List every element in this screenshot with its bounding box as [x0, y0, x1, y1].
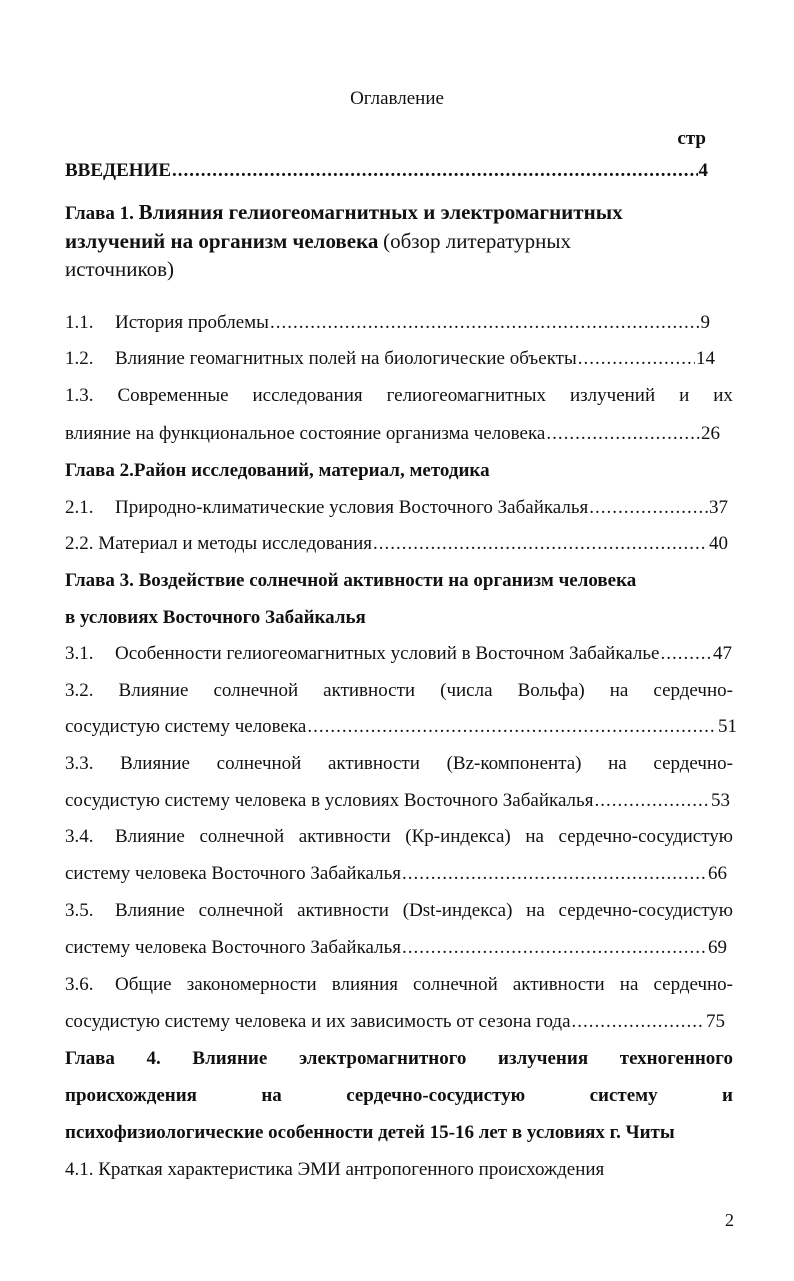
entry-number: 1.2. — [65, 348, 94, 369]
chapter-1-title-line-2: излучений на организм человека — [65, 229, 379, 253]
toc-entry-1-3-line-2 — [65, 423, 720, 445]
chapter-4-word: электромагнитного — [298, 1048, 467, 1069]
chapter-4-word: техногенного — [619, 1048, 733, 1069]
toc-entry-3-1 — [65, 643, 732, 665]
chapter-4-word: Влияние — [192, 1048, 268, 1069]
chapter-1-title-line-3: источников) — [65, 257, 174, 281]
chapter-4-word: Глава — [65, 1048, 115, 1069]
chapter-1-line-2 — [65, 229, 571, 254]
dot-leader — [546, 423, 700, 445]
entry-word: на — [609, 680, 629, 701]
dot-leader — [270, 312, 700, 334]
page-number: 2 — [725, 1210, 734, 1230]
toc-entry-3-6-line-1 — [65, 974, 733, 996]
chapter-4-word: 4. — [146, 1048, 161, 1069]
entry-page: 75 — [706, 1011, 725, 1032]
chapter-4-word: на — [261, 1085, 282, 1106]
toc-entry-intro — [65, 160, 708, 182]
toc-entry-3-3-line-2 — [65, 790, 730, 812]
dot-leader — [572, 1011, 705, 1033]
dot-leader — [589, 497, 708, 519]
chapter-3-title-line-2: в условиях Восточного Забайкалья — [65, 607, 366, 628]
entry-word: и — [679, 385, 690, 406]
entry-label: Влияние солнечной активности (Кр-индекса) на сердечно-сосудистую — [115, 826, 733, 847]
toc-entry-3-2-line-1 — [65, 680, 733, 702]
dot-leader — [402, 937, 707, 959]
chapter-3-title-line-1: Глава 3. Воздействие солнечной активности на организм человека — [65, 570, 637, 591]
chapter-4-word: и — [722, 1085, 733, 1106]
intro-label: ВВЕДЕНИЕ — [65, 160, 171, 181]
entry-word: сердечно- — [653, 753, 733, 774]
entry-label: сосудистую систему человека — [65, 716, 307, 737]
chapter-4-title-line-2 — [65, 1085, 733, 1107]
entry-page: 53 — [711, 790, 730, 811]
chapter-4-title-line-1 — [65, 1048, 733, 1070]
entry-word: активности — [328, 753, 420, 774]
entry-number: 1.3. — [65, 385, 94, 406]
chapter-4-word: систему — [589, 1085, 658, 1106]
chapter-4-word: происхождения — [65, 1085, 197, 1106]
entry-label: История проблемы — [115, 312, 269, 333]
dot-leader — [402, 863, 707, 885]
entry-number: 3.1. — [65, 643, 94, 664]
entry-word: их — [713, 385, 733, 406]
intro-page: 4 — [698, 160, 708, 181]
entry-page: 69 — [708, 937, 727, 958]
entry-label: Природно-климатические условия Восточного Забайкалья — [115, 497, 589, 518]
dot-leader — [373, 533, 708, 555]
entry-word: излучений — [570, 385, 656, 406]
entry-page: 40 — [709, 533, 728, 554]
chapter-1-title-line-1: Влияния гелиогеомагнитных и электромагнитных — [138, 200, 623, 224]
entry-label: сосудистую систему человека и их зависимость от сезона года — [65, 1011, 571, 1032]
entry-label: Материал и методы исследования — [98, 533, 372, 554]
toc-entry-3-4-line-2 — [65, 863, 727, 885]
entry-number: 3.4. — [65, 826, 94, 847]
toc-entry-1-1 — [65, 312, 710, 334]
chapter-1-line-1 — [65, 200, 623, 225]
entry-page: 9 — [700, 312, 710, 333]
chapter-1-title-line-2-rest: (обзор литературных — [383, 229, 571, 253]
chapter-1-prefix: Глава 1. — [65, 203, 134, 224]
entry-page: 47 — [713, 643, 732, 664]
entry-number: 3.3. — [65, 753, 94, 774]
toc-entry-3-6-line-2 — [65, 1011, 725, 1033]
entry-label: сосудистую систему человека в условиях Восточного Забайкалья — [65, 790, 594, 811]
entry-label: Влияние солнечной активности (Dst-индекса) на сердечно-сосудистую — [115, 900, 733, 921]
entry-word: Современные — [117, 385, 229, 406]
chapter-4-title-line-3: психофизиологические особенности детей 15-16 лет в условиях г. Читы — [65, 1122, 675, 1143]
toc-entry-1-2 — [65, 348, 715, 370]
toc-entry-3-5-line-1 — [65, 900, 733, 922]
toc-entry-3-3-line-1 — [65, 753, 733, 775]
entry-page: 51 — [718, 716, 737, 737]
dot-leader — [172, 160, 698, 182]
entry-word: гелиогеомагнитных — [386, 385, 547, 406]
toc-heading: Оглавление — [350, 88, 444, 109]
entry-word: на — [608, 753, 627, 774]
entry-label: влияние на функциональное состояние организма человека — [65, 423, 546, 444]
entry-word: Влияние — [118, 680, 189, 701]
entry-word: солнечной — [213, 680, 299, 701]
entry-word: сердечно- — [653, 680, 733, 701]
entry-label: систему человека Восточного Забайкалья — [65, 863, 402, 884]
entry-page: 66 — [708, 863, 727, 884]
dot-leader — [660, 643, 712, 665]
chapter-4-word: сердечно-сосудистую — [346, 1085, 526, 1106]
entry-word: Влияние — [120, 753, 190, 774]
page-column-label: стр — [677, 128, 706, 149]
toc-entry-3-4-line-1 — [65, 826, 733, 848]
entry-word: исследования — [252, 385, 363, 406]
entry-page: 37 — [709, 497, 728, 518]
toc-entry-4-1: 4.1. Краткая характеристика ЭМИ антропогенного происхождения — [65, 1159, 605, 1180]
toc-entry-3-2-line-2 — [65, 716, 737, 738]
chapter-2-title: Глава 2.Район исследований, материал, методика — [65, 460, 490, 481]
entry-page: 14 — [696, 348, 715, 369]
entry-word: (числа — [440, 680, 493, 701]
entry-number: 2.1. — [65, 497, 94, 518]
chapter-4-word: излучения — [498, 1048, 589, 1069]
entry-word: (Bz-компонента) — [446, 753, 582, 774]
dot-leader — [594, 790, 710, 812]
entry-word: активности — [323, 680, 416, 701]
dot-leader — [307, 716, 717, 738]
entry-label: Влияние геомагнитных полей на биологические объекты — [115, 348, 577, 369]
entry-word: солнечной — [216, 753, 302, 774]
entry-label: Общие закономерности влияния солнечной активности на сердечно- — [115, 974, 733, 995]
entry-page: 26 — [701, 423, 720, 444]
entry-label: Особенности гелиогеомагнитных условий в Восточном Забайкалье — [115, 643, 660, 664]
entry-number: 2.2. — [65, 533, 94, 554]
entry-number: 3.6. — [65, 974, 94, 995]
toc-entry-2-1 — [65, 497, 728, 519]
entry-number: 3.2. — [65, 680, 94, 701]
entry-label: систему человека Восточного Забайкалья — [65, 937, 402, 958]
toc-entry-3-5-line-2 — [65, 937, 727, 959]
toc-entry-2-2 — [65, 533, 728, 555]
entry-number: 3.5. — [65, 900, 94, 921]
toc-entry-1-3-line-1 — [65, 385, 733, 407]
entry-word: Вольфа) — [517, 680, 585, 701]
dot-leader — [578, 348, 695, 370]
entry-number: 1.1. — [65, 312, 94, 333]
